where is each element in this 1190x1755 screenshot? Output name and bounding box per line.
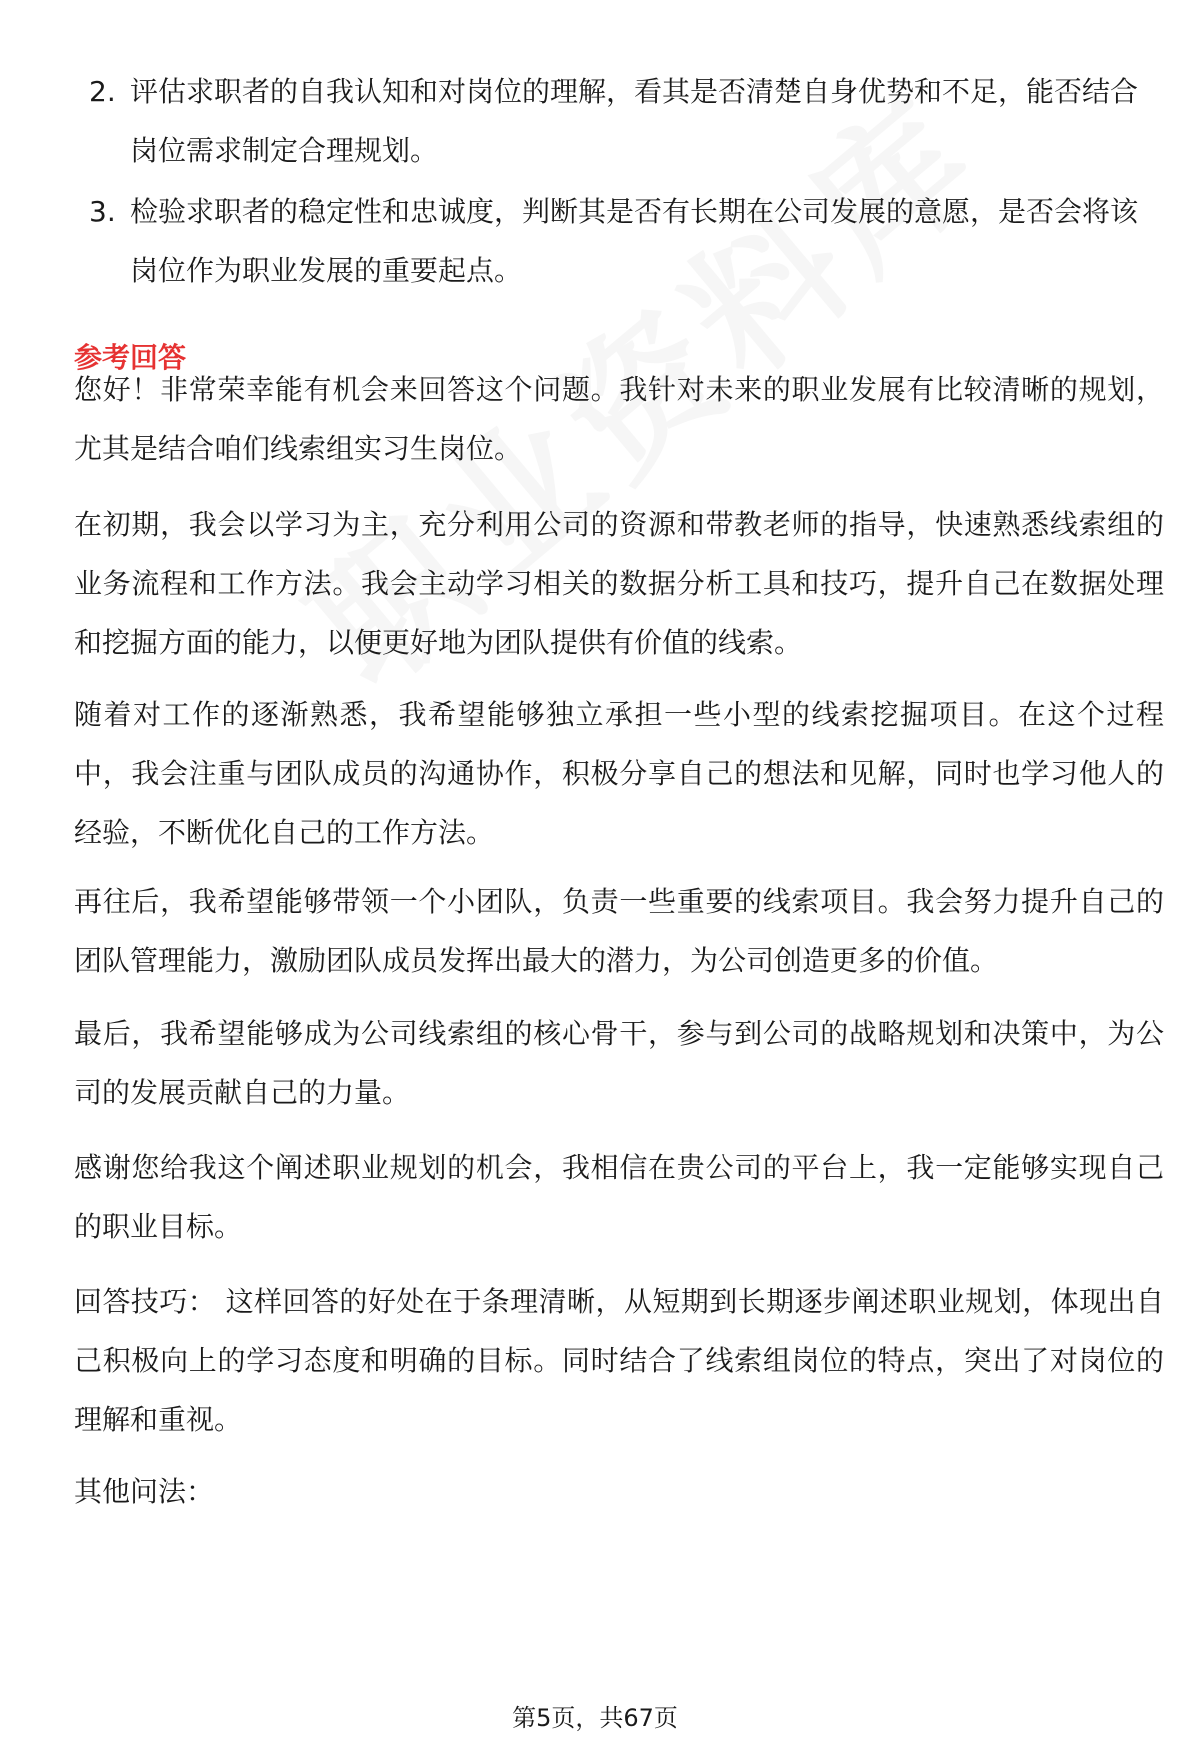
paragraph-team-lead-stage: 再往后，我希望能够带领一个小团队，负责一些重要的线索项目。我会努力提升自己的团队管理能力，激励团队成员发挥出最大的潜力，为公司创造更多的价值。: [74, 885, 1164, 977]
list-item-number: 3.: [89, 195, 116, 228]
paragraph-initial-stage: 在初期，我会以学习为主，充分利用公司的资源和带教老师的指导，快速熟悉线索组的业务流程和工作方法。我会主动学习相关的数据分析工具和技巧，提升自己在数据处理和挖掘方面的能力，以便更好地为团队提供有价值的线索。: [74, 508, 1164, 659]
criteria-list: [74, 62, 1164, 300]
answer-heading: 参考回答: [74, 341, 187, 374]
paragraph-other-questions: 其他问法：: [74, 1475, 215, 1508]
page-number-footer: 第5页，共67页: [512, 1704, 678, 1732]
paragraph-thanks: 感谢您给我这个阐述职业规划的机会，我相信在贵公司的平台上，我一定能够实现自己的职业目标。: [74, 1151, 1164, 1243]
list-item: [74, 182, 1164, 300]
paragraph-greeting: 您好！非常荣幸能有机会来回答这个问题。我针对未来的职业发展有比较清晰的规划，尤其是结合咱们线索组实习生岗位。: [74, 373, 1164, 465]
list-item-number: 2.: [89, 75, 116, 108]
paragraph-final-stage: 最后，我希望能够成为公司线索组的核心骨干，参与到公司的战略规划和决策中，为公司的发展贡献自己的力量。: [74, 1017, 1164, 1109]
list-item-text: 检验求职者的稳定性和忠诚度，判断其是否有长期在公司发展的意愿，是否会将该岗位作为职业发展的重要起点。: [130, 195, 1139, 287]
paragraph-answer-tips: 回答技巧： 这样回答的好处在于条理清晰，从短期到长期逐步阐述职业规划，体现出自己积极向上的学习态度和明确的目标。同时结合了线索组岗位的特点，突出了对岗位的理解和重视。: [74, 1285, 1164, 1436]
list-item-text: 评估求职者的自我认知和对岗位的理解，看其是否清楚自身优势和不足，能否结合岗位需求制定合理规划。: [130, 75, 1139, 167]
paragraph-growth-stage: 随着对工作的逐渐熟悉，我希望能够独立承担一些小型的线索挖掘项目。在这个过程中，我会注重与团队成员的沟通协作，积极分享自己的想法和见解，同时也学习他人的经验，不断优化自己的工作方法。: [74, 698, 1164, 849]
list-item: [74, 62, 1164, 180]
